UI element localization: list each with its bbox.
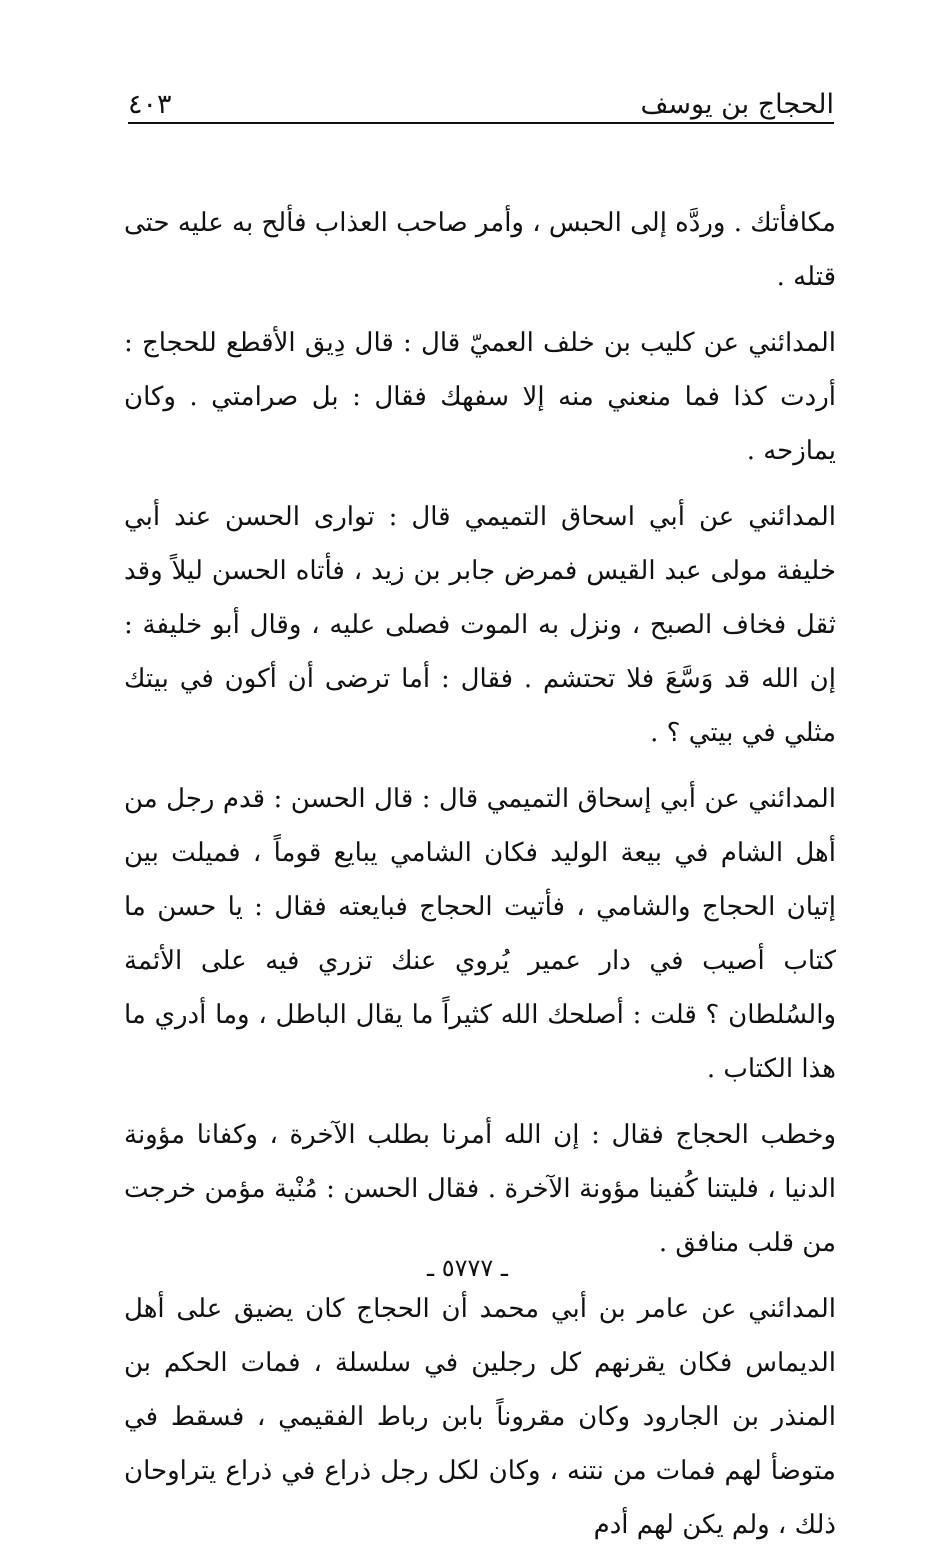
paragraph: المدائني عن أبي إسحاق التميمي قال : قال الحسن : قدم رجل من أهل الشام في بيعة الوليد فكان الشامي يبايع قوماً ، فميلت بين إتيان الحجاج والشامي ، فأتيت الحجاج فبايعته فقال : يا حسن ما كتاب أصيب في دار عمير يُروي عنك تزري فيه على الأئمة والسُلطان ؟ قلت : أصلحك الله كثيراً ما يقال الباطل ، وما أدري ما هذا الكتاب .	[124, 784, 836, 1084]
running-header	[128, 80, 834, 120]
paragraph: وخطب الحجاج فقال : إن الله أمرنا بطلب الآخرة ، وكفانا مؤونة الدنيا ، فليتنا كُفينا مؤونة الآخرة . فقال الحسن : مُنْية مؤمن خرجت من قلب منافق .	[124, 1120, 836, 1258]
header-page-number: ٤٠٣	[128, 89, 172, 120]
paragraph: المدائني عن أبي اسحاق التميمي قال : توارى الحسن عند أبي خليفة مولى عبد القيس فمرض جابر بن زيد ، فأتاه الحسن ليلاً وقد ثقل فخاف الصبح ، ونزل به الموت فصلى عليه ، وقال أبو خليفة : إن الله قد وَسَّعَ فلا تحتشم . فقال : أما ترضى أن أكون في بيتك مثلي في بيتي ؟ .	[124, 502, 836, 748]
folio-number: ـ ٥٧٧٧ ـ	[427, 1254, 508, 1282]
paragraph: المدائني عن كليب بن خلف العميّ قال : قال دِيق الأقطع للحجاج : أردت كذا فما منعني منه إلا سفهك فقال : بل صرامتي . وكان يمازحه .	[124, 328, 836, 466]
paragraph: المدائني عن عامر بن أبي محمد أن الحجاج كان يضيق على أهل الديماس فكان يقرنهم كل رجلين في سلسلة ، فمات الحكم بن المنذر بن الجارود وكان مقروناً بابن رباط الفقيمي ، فسقط في متوضأ لهم فمات من نتنه ، وكان لكل رجل ذراع في ذراع يتراوحان ذلك ، ولم يكن لهم أدم	[124, 1294, 836, 1540]
body-text	[124, 196, 836, 1564]
header-title: الحجاج بن يوسف	[640, 89, 834, 120]
paragraph: مكافأتك . وردَّه إلى الحبس ، وأمر صاحب العذاب فألح به عليه حتى قتله .	[123, 208, 836, 292]
header-rule	[128, 122, 834, 124]
